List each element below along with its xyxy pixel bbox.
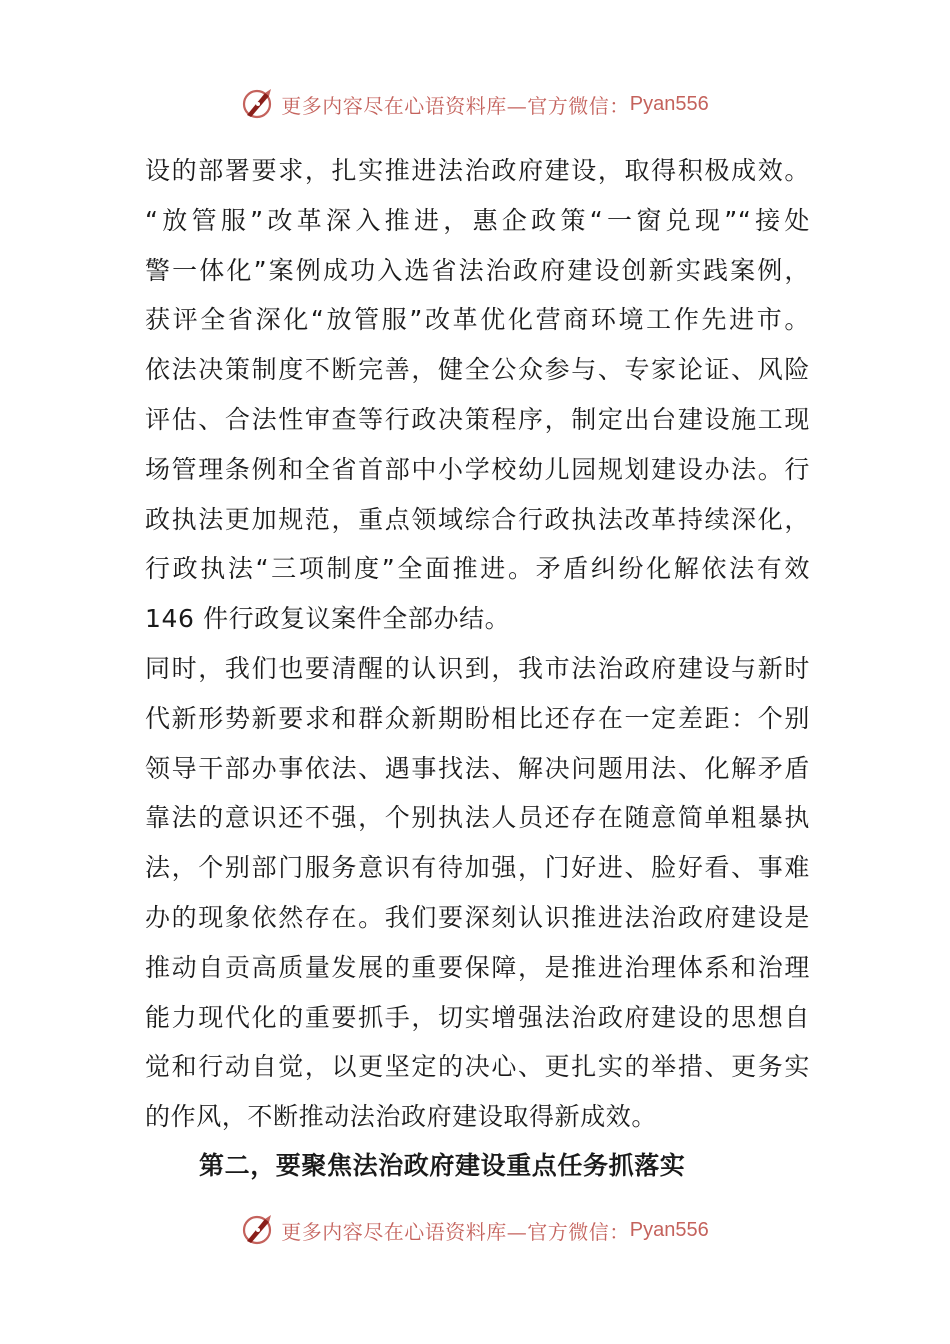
banner-text: 更多内容尽在心语资料库—官方微信： bbox=[281, 1219, 630, 1244]
footer-banner bbox=[0, 1210, 950, 1250]
banner-text: 更多内容尽在心语资料库—官方微信： bbox=[281, 93, 630, 118]
body-line: 觉和行动自觉，以更坚定的决心、更扎实的举措、更务实 bbox=[145, 1052, 810, 1082]
body-line: 依法决策制度不断完善，健全公众参与、专家论证、风险 bbox=[145, 355, 810, 385]
body-line: 的作风，不断推动法治政府建设取得新成效。 bbox=[145, 1102, 658, 1132]
body-line: 行政执法“三项制度”全面推进。矛盾纠纷化解依法有效 bbox=[145, 554, 810, 584]
body-line: 警一体化”案例成功入选省法治政府建设创新实践案例， bbox=[145, 255, 810, 285]
body-line: 领导干部办事依法、遇事找法、解决问题用法、化解矛盾 bbox=[145, 753, 810, 783]
body-line: 靠法的意识还不强，个别执法人员还存在随意简单粗暴执 bbox=[145, 803, 810, 833]
body-line: 办的现象依然存在。我们要深刻认识推进法治政府建设是 bbox=[145, 902, 810, 932]
banner-wechat-id: Pyan556 bbox=[629, 1218, 709, 1241]
body-line: 能力现代化的重要抓手，切实增强法治政府建设的思想自 bbox=[145, 1002, 810, 1032]
body-line: 代新形势新要求和群众新期盼相比还存在一定差距：个别 bbox=[145, 703, 810, 733]
document-body bbox=[145, 146, 810, 1142]
body-line: 推动自贡高质量发展的重要保障，是推进治理体系和治理 bbox=[145, 952, 810, 982]
body-line: 146 件行政复议案件全部办结。 bbox=[145, 604, 511, 634]
body-line: 法，个别部门服务意识有待加强，门好进、脸好看、事难 bbox=[145, 853, 810, 883]
body-line: 政执法更加规范，重点领域综合行政执法改革持续深化， bbox=[145, 504, 810, 534]
body-line: 获评全省深化“放管服”改革优化营商环境工作先进市。 bbox=[145, 305, 810, 335]
pen-nib-logo-icon bbox=[241, 87, 275, 121]
body-line: 评估、合法性审查等行政决策程序，制定出台建设施工现 bbox=[145, 404, 810, 434]
pen-nib-logo-icon bbox=[241, 1213, 275, 1247]
header-banner bbox=[0, 84, 950, 124]
section-heading: 第二，要聚焦法治政府建设重点任务抓落实 bbox=[199, 1151, 686, 1180]
body-line: 设的部署要求，扎实推进法治政府建设，取得积极成效。 bbox=[145, 156, 810, 185]
body-line: 场管理条例和全省首部中小学校幼儿园规划建设办法。行 bbox=[145, 454, 810, 484]
body-line: “放管服”改革深入推进，惠企政策“一窗兑现”“接处 bbox=[145, 205, 810, 235]
body-line: 同时，我们也要清醒的认识到，我市法治政府建设与新时 bbox=[145, 653, 810, 683]
banner-wechat-id: Pyan556 bbox=[629, 92, 709, 115]
